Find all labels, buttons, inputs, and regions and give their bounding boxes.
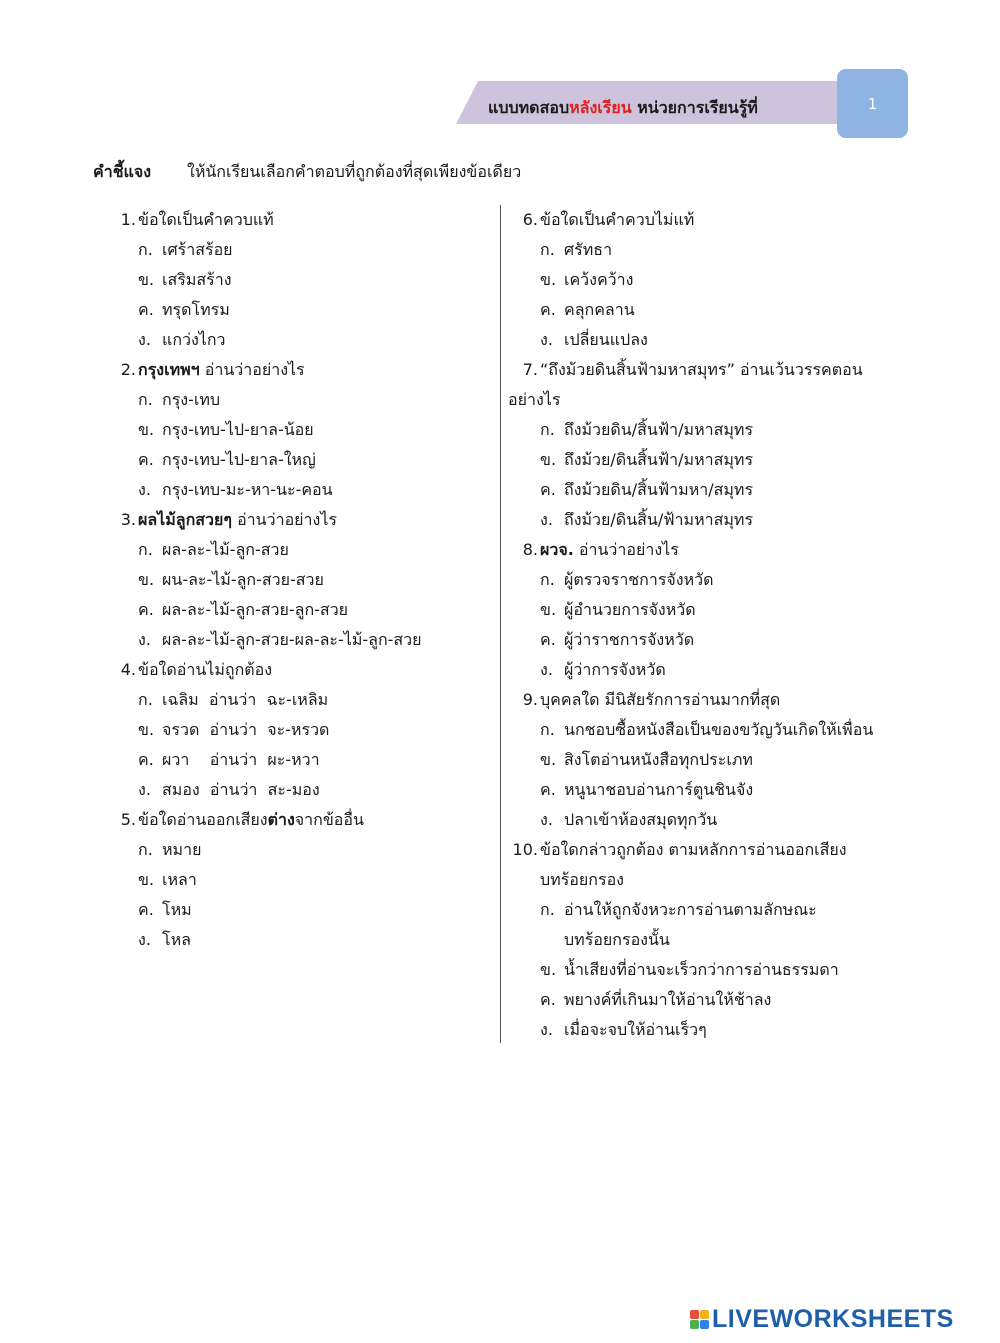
logo-mark-icon (690, 1310, 709, 1329)
option[interactable]: ข. จรวด อ่านว่า จะ-หรวด (138, 720, 330, 739)
option[interactable]: ง. แกว่งไกว (138, 330, 226, 349)
option[interactable]: ข. เคว้งคว้าง (540, 270, 634, 289)
title-highlight: หลังเรียน (569, 98, 632, 117)
question-stem-continued: บทร้อยกรอง (540, 870, 624, 889)
option[interactable]: ข. ผู้อำนวยการจังหวัด (540, 600, 696, 619)
option[interactable]: ข. สิงโตอ่านหนังสือทุกประเภท (540, 750, 753, 769)
option[interactable]: ง. โหล (138, 930, 191, 949)
question-stem: 9. บุคคลใด มีนิสัยรักการอ่านมากที่สุด (522, 690, 781, 709)
option[interactable]: ค. หนูนาชอบอ่านการ์ตูนชินจัง (540, 780, 754, 799)
option[interactable]: ค. กรุง-เทบ-ไป-ยาล-ใหญ่ (138, 450, 316, 469)
question-stem: 5. ข้อใดอ่านออกเสียงต่างจากข้ออื่น (120, 810, 364, 829)
option[interactable]: ก. อ่านให้ถูกจังหวะการอ่านตามลักษณะ (540, 900, 817, 919)
option[interactable]: ค. ผู้ว่าราชการจังหวัด (540, 630, 695, 649)
question-stem: 4. ข้อใดอ่านไม่ถูกต้อง (120, 660, 273, 679)
question-stem: 2. กรุงเทพฯ อ่านว่าอย่างไร (120, 360, 305, 379)
liveworksheets-logo (690, 1303, 954, 1335)
option[interactable]: ก. ผู้ตรวจราชการจังหวัด (540, 570, 714, 589)
option[interactable]: ง. ผล-ละ-ไม้-ลูก-สวย-ผล-ละ-ไม้-ลูก-สวย (138, 630, 422, 649)
option[interactable]: ค. ถึงม้วยดิน/สิ้นฟ้ามหา/สมุทร (540, 480, 754, 499)
option[interactable]: ข. เสริมสร้าง (138, 270, 232, 289)
option[interactable]: ก. หมาย (138, 840, 202, 859)
option[interactable]: ค. ทรุดโทรม (138, 300, 230, 319)
option[interactable]: ค. ผวา อ่านว่า ผะ-หวา (138, 750, 320, 769)
option[interactable]: ง. ถึงม้วย/ดินสิ้น/ฟ้ามหาสมุทร (540, 510, 754, 529)
instruction (93, 160, 521, 185)
instruction-label: คำชี้แจง (93, 162, 152, 181)
question-7 (508, 355, 908, 535)
question-stem: 1. ข้อใดเป็นคำควบแท้ (120, 210, 274, 229)
question-2 (114, 355, 494, 505)
question-10 (508, 835, 908, 1045)
option[interactable]: ค. ผล-ละ-ไม้-ลูก-สวย-ลูก-สวย (138, 600, 349, 619)
question-stem: 7. “ถึงม้วยดินสิ้นฟ้ามหาสมุทร” อ่านเว้นวรรคตอน (522, 360, 863, 379)
option[interactable]: ก. ถึงม้วยดิน/สิ้นฟ้า/มหาสมุทร (540, 420, 754, 439)
question-9 (508, 685, 908, 835)
question-stem: 6. ข้อใดเป็นคำควบไม่แท้ (522, 210, 695, 229)
column-divider (500, 205, 501, 1043)
question-8 (508, 535, 908, 685)
option[interactable]: ง. เมื่อจะจบให้อ่านเร็วๆ (540, 1020, 707, 1039)
option[interactable]: ง. ปลาเข้าห้องสมุดทุกวัน (540, 810, 718, 829)
page-title: แบบทดสอบหลังเรียน หน่วยการเรียนรู้ที่ (488, 98, 758, 117)
page-number-badge: 1 (837, 69, 908, 138)
option[interactable]: ก. เฉลิม อ่านว่า ฉะ-เหลิม (138, 690, 329, 709)
option[interactable]: ก. ศรัทธา (540, 240, 613, 259)
option[interactable]: ง. เปลี่ยนแปลง (540, 330, 648, 349)
option[interactable]: ข. กรุง-เทบ-ไป-ยาล-น้อย (138, 420, 314, 439)
question-stem: 10. ข้อใดกล่าวถูกต้อง ตามหลักการอ่านออกเสียง (512, 840, 847, 859)
option[interactable]: ข. ผน-ละ-ไม้-ลูก-สวย-สวย (138, 570, 324, 589)
option[interactable]: ค. โหม (138, 900, 192, 919)
option[interactable]: ค. พยางค์ที่เกินมาให้อ่านให้ช้าลง (540, 990, 772, 1009)
question-4 (114, 655, 494, 805)
option[interactable]: ง. ผู้ว่าการจังหวัด (540, 660, 666, 679)
question-6 (508, 205, 908, 355)
option-continued: บทร้อยกรองนั้น (564, 930, 670, 949)
left-column (114, 205, 494, 955)
option[interactable]: ข. เหลา (138, 870, 197, 889)
brand-name: LIVEWORKSHEETS (712, 1304, 954, 1333)
right-column (508, 205, 908, 1045)
option[interactable]: ข. น้ำเสียงที่อ่านจะเร็วกว่าการอ่านธรรมดา (540, 960, 839, 979)
option[interactable]: ก. ผล-ละ-ไม้-ลูก-สวย (138, 540, 289, 559)
question-stem: 3. ผลไม้ลูกสวยๆ อ่านว่าอย่างไร (120, 510, 337, 529)
option[interactable]: ง. สมอง อ่านว่า สะ-มอง (138, 780, 320, 799)
question-stem: 8. ผวจ. อ่านว่าอย่างไร (522, 540, 679, 559)
option[interactable]: ก. นกชอบซื้อหนังสือเป็นของขวัญวันเกิดให้เพื่อน (540, 720, 874, 739)
question-5 (114, 805, 494, 955)
option[interactable]: ก. กรุง-เทบ (138, 390, 221, 409)
option[interactable]: ข. ถึงม้วย/ดินสิ้นฟ้า/มหาสมุทร (540, 450, 754, 469)
question-1 (114, 205, 494, 355)
question-stem-continued: อย่างไร (508, 390, 561, 409)
option[interactable]: ค. คลุกคลาน (540, 300, 635, 319)
question-3 (114, 505, 494, 655)
instruction-text: ให้นักเรียนเลือกคำตอบที่ถูกต้องที่สุดเพียงข้อเดียว (187, 162, 522, 181)
option[interactable]: ง. กรุง-เทบ-มะ-หา-นะ-คอน (138, 480, 333, 499)
option[interactable]: ก. เศร้าสร้อย (138, 240, 233, 259)
